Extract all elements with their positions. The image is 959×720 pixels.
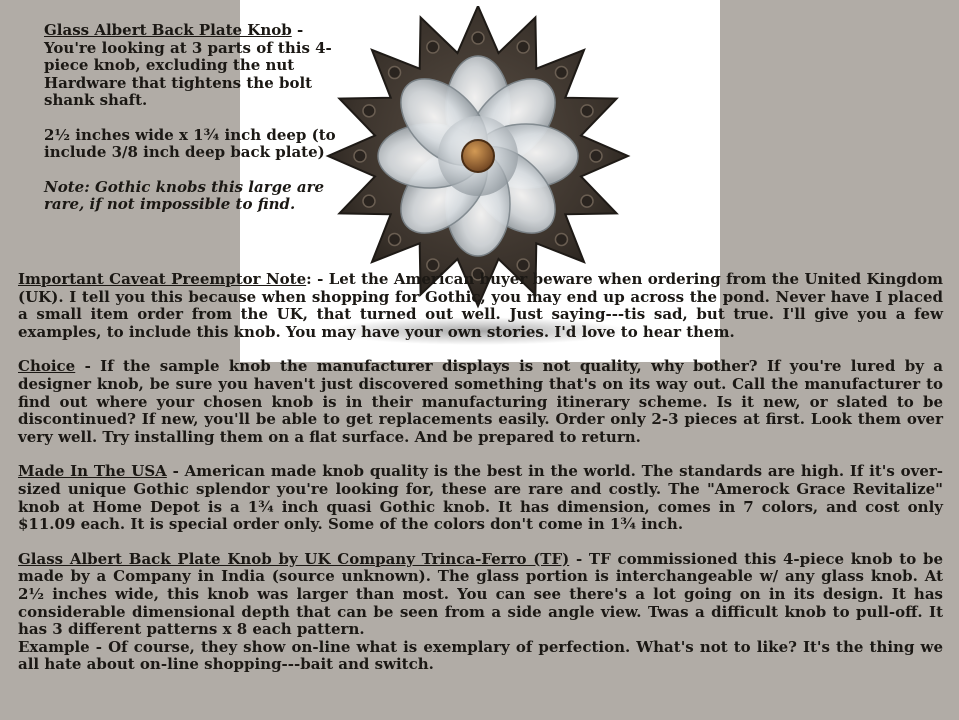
plate-rivet [427,41,439,53]
product-dimensions: 2½ inches wide x 1¾ inch deep (to include 3/8 inch deep back plate) [44,125,336,161]
section-trinca-ferro [18,551,943,639]
plate-rivet [581,195,593,207]
plate-rivet [517,41,529,53]
section-heading: Important Caveat Preemptor Note [18,270,307,288]
plate-rivet [590,150,602,162]
section-heading: Made In The USA [18,462,167,481]
section-heading: Glass Albert Back Plate Knob by UK Company Trinca-Ferro (TF) [18,549,570,568]
plate-rivet [555,233,567,245]
section-text: - TF commissioned this 4-piece knob to be made by a Company in India (source unknown). The glass portion is interchangeable w/ any glass knob. At 2½ inches wide, this knob was larger than most. You can see there's a lot going on in its design. It has considerable dimensional depth that can be seen from a side angle view. Twas a difficult knob to pull-off. It has 3 different patterns x 8 each pattern. [18,549,943,639]
product-description [44,22,342,231]
plate-rivet [472,32,484,44]
plate-rivet [363,105,375,117]
section-choice [18,358,943,446]
plate-rivet [389,233,401,245]
plate-rivet [581,105,593,117]
article-body [18,271,943,674]
section-caveat [18,271,943,341]
section-text: : - Let the American buyer beware when ordering from the United Kingdom (UK). I tell you this because when shopping for Gothic, you may end up across the pond. Never have I placed a small item order from the UK, that turned out well. Just saying---tis sad, but true. I'll give you a few examples, to include this knob. You may have your own stories. I'd love to hear them. [18,270,943,341]
product-title: Glass Albert Back Plate Knob [44,21,292,39]
section-text: - American made knob quality is the best in the world. The standards are high. If it's over-sized unique Gothic splendor you're looking for, these are rare and costly. The "Amerock Grace Revitalize" knob at Home Depot is a 1¾ inch quasi Gothic knob. It has dimension, comes in 7 colors, and cost only $11.09 each. It is special order only. Some of the colors don't come in 1¾ inch. [18,462,943,534]
section-text: - If the sample knob the manufacturer displays is not quality, why bother? If you're lured by a designer knob, be sure you haven't just discovered something that's on its way out. Call the manufacturer to find out where your chosen knob is in their manufacturing itinerary scheme. Is it new, or slated to be discontinued? If new, you'll be able to get replacements easily. Order only 2-3 pieces at first. Look them over very well. Try installing them on a flat surface. And be prepared to return. [18,357,943,446]
product-intro: - You're looking at 3 parts of this 4-piece knob, excluding the nut Hardware that tightens the bolt shank shaft. [44,21,332,109]
plate-rivet [354,150,366,162]
plate-rivet [555,67,567,79]
section-heading: Choice [18,357,76,376]
brass-center-screw [462,140,494,172]
example-paragraph: Example - Of course, they show on-line what is exemplary of perfection. What's not to like? It's the thing we all hate about on-line shopping---bait and switch. [18,637,943,674]
plate-rivet [363,195,375,207]
section-made-in-usa [18,463,943,533]
plate-rivet [389,67,401,79]
product-note: Note: Gothic knobs this large are rare, if not impossible to find. [44,177,325,213]
